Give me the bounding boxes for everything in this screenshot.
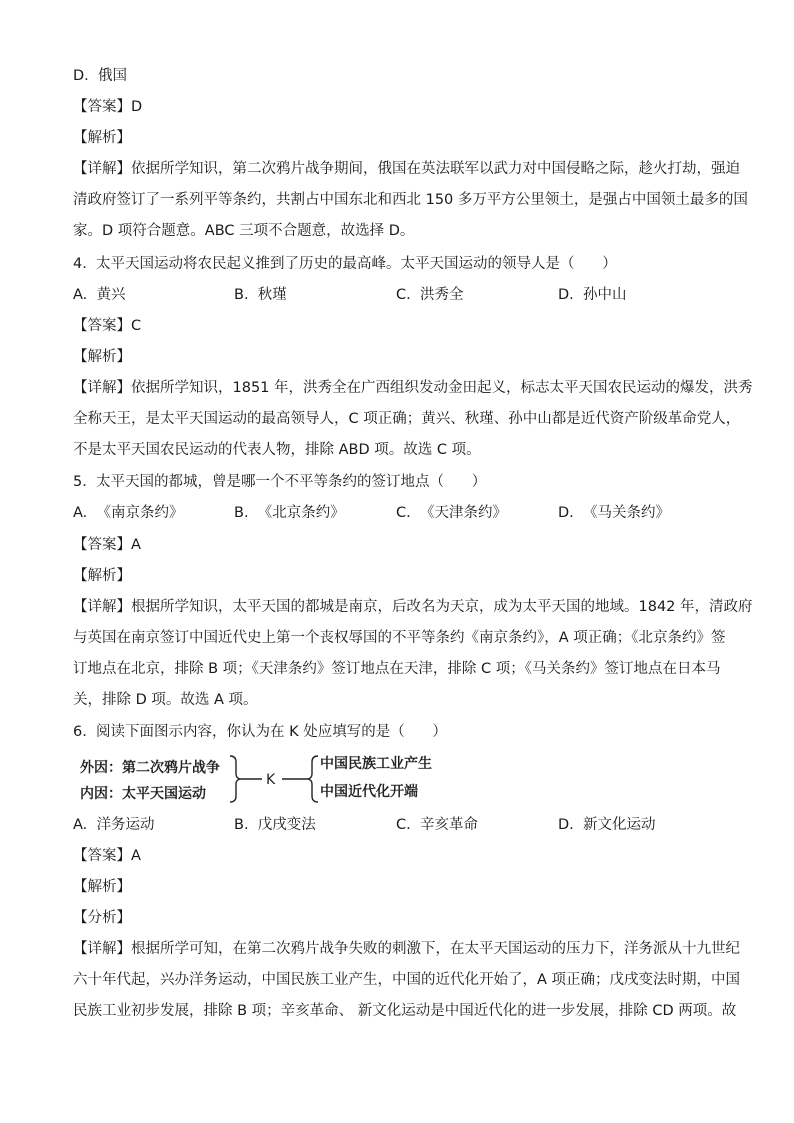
- q4-option-a: A. 黄兴: [73, 287, 126, 303]
- explanation-line: 与英国在南京签订中国近代史上第一个丧权辱国的不平等条约《南京条约》，A 项正确；《北京条约》签: [73, 630, 726, 646]
- answer-label: 【答案】D: [73, 99, 143, 115]
- explanation-line: 关，排除 D 项。故选 A 项。: [73, 692, 258, 708]
- explanation-line: 【详解】依据所学知识，第二次鸦片战争期间，俄国在英法联军以武力对中国侵略之际，趁火打劫，强迫: [73, 161, 740, 177]
- explanation-line: 清政府签订了一系列平等条约，共割占中国东北和西北 150 多万平方公里领土，是强占中国领土最多的国: [73, 192, 748, 208]
- q6-option-d: D. 新文化运动: [558, 817, 656, 833]
- explanation-line: 订地点在北京，排除 B 项；《天津条约》签订地点在天津，排除 C 项；《马关条约》签订地点在日本马: [73, 661, 721, 677]
- diagram-internal-cause: 内因：太平天国运动: [80, 786, 206, 802]
- cause-effect-diagram: [80, 752, 460, 807]
- q5-option-d: D. 《马关条约》: [558, 505, 670, 521]
- q4-option-d: D. 孙中山: [558, 287, 627, 303]
- answer-label: 【答案】A: [73, 848, 141, 864]
- answer-label: 【答案】C: [73, 318, 142, 334]
- q6-option-a: A. 洋务运动: [73, 817, 155, 833]
- explanation-line: 六十年代起，兴办洋务运动，中国民族工业产生，中国的近代化开始了，A 项正确；戊戌变法时期，中国: [73, 972, 741, 988]
- q5-option-b: B. 《北京条约》: [234, 505, 345, 521]
- diagram-k-label: K: [266, 772, 276, 788]
- diagram-effect-2: 中国近代化开端: [320, 784, 418, 800]
- explanation-line: 【详解】根据所学可知，在第二次鸦片战争失败的刺激下，在太平天国运动的压力下，洋务派从十九世纪: [73, 941, 740, 957]
- q6-option-b: B. 戊戌变法: [234, 817, 316, 833]
- analysis-label: 【解析】: [73, 349, 131, 365]
- q4-option-b: B. 秋瑾: [234, 287, 287, 303]
- explanation-line: 不是太平天国农民运动的代表人物，排除 ABD 项。故选 C 项。: [73, 442, 481, 458]
- question-5: 5. 太平天国的都城，曾是哪一个不平等条约的签订地点（ ）: [73, 474, 487, 490]
- q5-option-a: A. 《南京条约》: [73, 505, 184, 521]
- explanation-line: 家。D 项符合题意。ABC 三项不合题意，故选择 D。: [73, 223, 415, 239]
- question-6: 6. 阅读下面图示内容，你认为在 K 处应填写的是（ ）: [73, 724, 447, 740]
- analysis-section-label: 【分析】: [73, 910, 131, 926]
- answer-label: 【答案】A: [73, 537, 141, 553]
- explanation-line: 【详解】根据所学知识，太平天国的都城是南京，后改名为天京，成为太平天国的地域。1842 年，清政府: [73, 599, 753, 615]
- q4-option-c: C. 洪秀全: [396, 287, 464, 303]
- left-brace: [230, 756, 240, 802]
- analysis-label: 【解析】: [73, 879, 131, 895]
- q6-option-c: C. 辛亥革命: [396, 817, 478, 833]
- analysis-label: 【解析】: [73, 130, 131, 146]
- q5-option-c: C. 《天津条约》: [396, 505, 507, 521]
- diagram-external-cause: 外因：第二次鸦片战争: [80, 760, 220, 776]
- question-4: 4. 太平天国运动将农民起义推到了历史的最高峰。太平天国运动的领导人是（ ）: [73, 256, 617, 272]
- option-d-text: D. 俄国: [73, 68, 127, 84]
- diagram-effect-1: 中国民族工业产生: [320, 756, 432, 772]
- explanation-line: 民族工业初步发展，排除 B 项；辛亥革命、 新文化运动是中国近代化的进一步发展，排除 CD 两项。故: [73, 1003, 737, 1019]
- analysis-label: 【解析】: [73, 568, 131, 584]
- explanation-line: 【详解】依据所学知识，1851 年，洪秀全在广西组织发动金田起义，标志太平天国农民运动的爆发，洪秀: [73, 380, 753, 396]
- explanation-line: 全称天王，是太平天国运动的最高领导人，C 项正确；黄兴、秋瑾、孙中山都是近代资产阶级革命党人，: [73, 411, 741, 427]
- right-brace: [308, 756, 318, 802]
